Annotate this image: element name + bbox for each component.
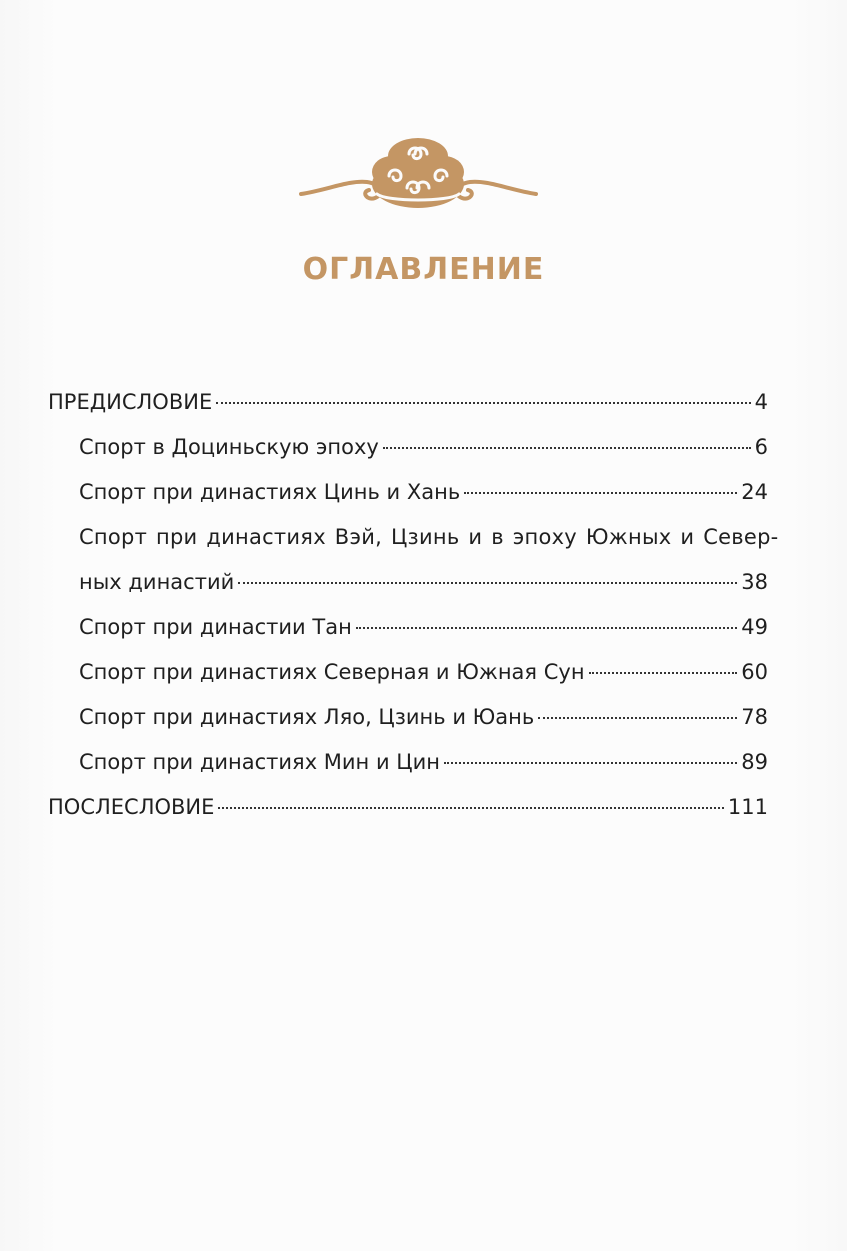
- toc-entry-page: 6: [754, 435, 768, 459]
- toc-entry-page: 78: [741, 705, 768, 729]
- toc-entry-page: 38: [741, 570, 768, 594]
- toc-entry-label: ПРЕДИСЛОВИЕ: [48, 390, 213, 414]
- toc-entry-label: Спорт при династиях Ляо, Цзинь и Юань: [79, 705, 535, 729]
- toc-entry-label: Спорт при династиях Северная и Южная Сун: [79, 660, 585, 684]
- toc-entry-preface[interactable]: [48, 380, 768, 425]
- toc-entry-label: ных династий: [79, 570, 235, 594]
- dot-leader: [216, 402, 750, 404]
- toc-entry-afterword[interactable]: [48, 785, 768, 830]
- toc-entry-page: 111: [727, 795, 768, 819]
- page-title: ОГЛАВЛЕНИЕ: [302, 252, 545, 287]
- toc-entry-label: Спорт при династиях Мин и Цин: [79, 750, 440, 774]
- cloud-scroll-ornament-icon: [297, 132, 540, 216]
- toc-entry-page: 89: [741, 750, 768, 774]
- dot-leader: [589, 672, 738, 674]
- toc-entry-pre-qin[interactable]: [48, 425, 768, 470]
- table-of-contents: [48, 380, 779, 830]
- toc-entry-page: 24: [741, 480, 768, 504]
- dot-leader: [383, 447, 751, 449]
- dot-leader: [444, 762, 737, 764]
- toc-entry-page: 49: [741, 615, 768, 639]
- toc-entry-label: Спорт в Доциньскую эпоху: [79, 435, 379, 459]
- toc-entry-song[interactable]: [48, 650, 768, 695]
- toc-entry-label: ПОСЛЕСЛОВИЕ: [48, 795, 215, 819]
- toc-entry-wei-jin-line1[interactable]: [48, 515, 779, 560]
- toc-entry-label: Спорт при династии Тан: [79, 615, 352, 639]
- toc-entry-qin-han[interactable]: [48, 470, 768, 515]
- dot-leader: [356, 627, 737, 629]
- toc-entry-page: 60: [741, 660, 768, 684]
- toc-entry-page: 4: [754, 390, 768, 414]
- dot-leader: [538, 717, 737, 719]
- toc-entry-tang[interactable]: [48, 605, 768, 650]
- dot-leader: [238, 582, 737, 584]
- dot-leader: [464, 492, 737, 494]
- toc-entry-label: Спорт при династиях Цинь и Хань: [79, 480, 461, 504]
- toc-entry-liao-jin-yuan[interactable]: [48, 695, 768, 740]
- toc-entry-label: Спорт при династиях Вэй, Цзинь и в эпоху Южных и Север-: [79, 525, 779, 549]
- toc-entry-wei-jin-line2[interactable]: [48, 560, 768, 605]
- toc-entry-ming-qing[interactable]: [48, 740, 768, 785]
- dot-leader: [218, 807, 723, 809]
